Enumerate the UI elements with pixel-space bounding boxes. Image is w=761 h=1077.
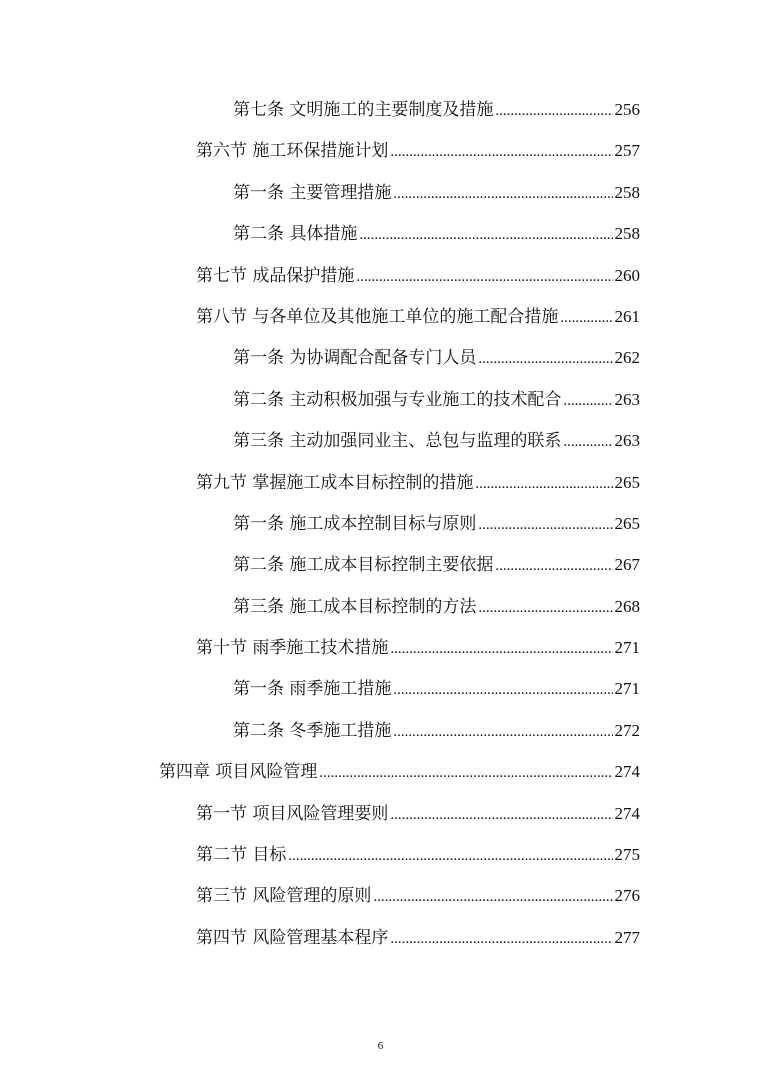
- toc-dot-leader: [390, 132, 612, 173]
- toc-dot-leader: [393, 712, 612, 753]
- toc-entry[interactable]: [0, 917, 761, 958]
- toc-entry-title: 第八节 与各单位及其他施工单位的施工配合措施: [196, 306, 559, 327]
- toc-entry[interactable]: [0, 337, 761, 378]
- toc-entry-page-number: 265: [614, 513, 640, 533]
- toc-entry[interactable]: [0, 875, 761, 916]
- toc-dot-leader: [390, 919, 612, 960]
- toc-entry-page-number: 274: [614, 762, 640, 782]
- toc-entry-page-number: 261: [614, 306, 640, 326]
- toc-entry[interactable]: [0, 255, 761, 296]
- toc-entry-title: 第三节 风险管理的原则: [196, 886, 372, 907]
- toc-entry[interactable]: [0, 668, 761, 709]
- toc-dot-leader: [475, 464, 612, 505]
- toc-entry-page-number: 263: [614, 431, 640, 451]
- toc-entry[interactable]: [0, 130, 761, 171]
- toc-entry-page-number: 263: [614, 389, 640, 409]
- toc-entry-page-number: 265: [614, 472, 640, 492]
- toc-dot-leader: [560, 298, 612, 339]
- toc-entry[interactable]: [0, 710, 761, 751]
- toc-entry-title: 第一条 主要管理措施: [233, 182, 392, 203]
- toc-entry[interactable]: [0, 296, 761, 337]
- toc-dot-leader: [356, 257, 612, 298]
- toc-entry-page-number: 276: [614, 886, 640, 906]
- toc-dot-leader: [478, 505, 612, 546]
- toc-entry-title: 第二节 目标: [196, 845, 287, 866]
- toc-entry-title: 第三条 施工成本目标控制的方法: [233, 596, 477, 617]
- toc-entry-title: 第十节 雨季施工技术措施: [196, 638, 389, 659]
- toc-entry-title: 第二条 具体措施: [233, 224, 358, 245]
- toc-dot-leader: [359, 215, 612, 256]
- toc-entry-title: 第一条 为协调配合配备专门人员: [233, 348, 477, 369]
- toc-entry-title: 第一节 项目风险管理要则: [196, 803, 389, 824]
- toc-entry-page-number: 277: [614, 927, 640, 947]
- toc-entry[interactable]: [0, 627, 761, 668]
- toc-entry-title: 第一条 施工成本控制目标与原则: [233, 513, 477, 534]
- toc-entry[interactable]: [0, 213, 761, 254]
- toc-dot-leader: [390, 629, 612, 670]
- toc-dot-leader: [393, 174, 612, 215]
- toc-dot-leader: [563, 422, 612, 463]
- toc-dot-leader: [393, 670, 612, 711]
- toc-entry-page-number: 271: [614, 638, 640, 658]
- toc-entry-title: 第二条 主动积极加强与专业施工的技术配合: [233, 389, 562, 410]
- toc-entry[interactable]: [0, 586, 761, 627]
- toc-dot-leader: [390, 795, 612, 836]
- toc-entry-page-number: 258: [614, 224, 640, 244]
- toc-dot-leader: [373, 877, 612, 918]
- toc-entry-page-number: 262: [614, 348, 640, 368]
- toc-entry[interactable]: [0, 172, 761, 213]
- toc-entry-title: 第一条 雨季施工措施: [233, 679, 392, 700]
- toc-entry-page-number: 268: [614, 596, 640, 616]
- toc-dot-leader: [478, 588, 612, 629]
- toc-entry[interactable]: [0, 503, 761, 544]
- toc-dot-leader: [478, 339, 612, 380]
- toc-entry-page-number: 260: [614, 265, 640, 285]
- toc-entry-page-number: 257: [614, 141, 640, 161]
- toc-dot-leader: [288, 836, 612, 877]
- toc-dot-leader: [495, 91, 612, 132]
- toc-entry-title: 第二条 冬季施工措施: [233, 720, 392, 741]
- toc-entry-page-number: 272: [614, 720, 640, 740]
- toc-entry-page-number: 274: [614, 803, 640, 823]
- toc-entry[interactable]: [0, 834, 761, 875]
- toc-entry-page-number: 275: [614, 845, 640, 865]
- table-of-contents: [0, 89, 761, 958]
- toc-entry[interactable]: [0, 89, 761, 130]
- page-number: 6: [377, 1040, 384, 1052]
- toc-entry-page-number: 267: [614, 555, 640, 575]
- toc-entry[interactable]: [0, 544, 761, 585]
- toc-entry[interactable]: [0, 379, 761, 420]
- toc-entry-page-number: 256: [614, 100, 640, 119]
- toc-entry-title: 第七节 成品保护措施: [196, 265, 355, 286]
- toc-entry-title: 第四章 项目风险管理: [159, 762, 318, 783]
- toc-entry[interactable]: [0, 793, 761, 834]
- toc-entry-title: 第三条 主动加强同业主、总包与监理的联系: [233, 431, 562, 452]
- toc-dot-leader: [495, 546, 612, 587]
- toc-entry-title: 第七条 文明施工的主要制度及措施: [233, 100, 494, 120]
- toc-entry-page-number: 271: [614, 679, 640, 699]
- toc-entry-title: 第九节 掌握施工成本目标控制的措施: [196, 472, 474, 493]
- toc-entry[interactable]: [0, 751, 761, 792]
- toc-entry-title: 第二条 施工成本目标控制主要依据: [233, 555, 494, 576]
- toc-dot-leader: [563, 381, 612, 422]
- toc-entry[interactable]: [0, 420, 761, 461]
- toc-entry-title: 第六节 施工环保措施计划: [196, 141, 389, 162]
- toc-dot-leader: [319, 753, 612, 794]
- toc-entry-page-number: 258: [614, 182, 640, 202]
- toc-entry[interactable]: [0, 462, 761, 503]
- toc-entry-title: 第四节 风险管理基本程序: [196, 927, 389, 948]
